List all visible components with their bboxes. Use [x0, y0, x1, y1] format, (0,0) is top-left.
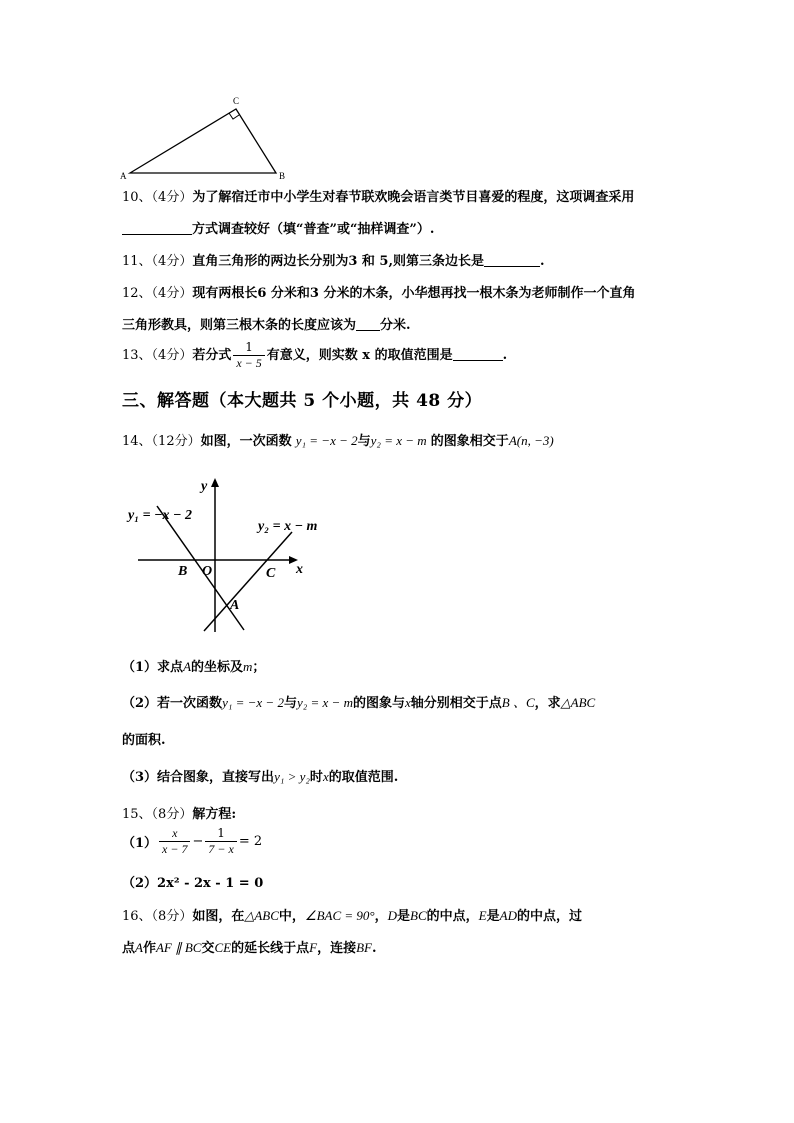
q16-segment-ce: CE [214, 940, 232, 955]
part-2-text: 若一次函数 [157, 696, 223, 711]
question-12-text: 现有两根长6 分米和3 分米的木条，小华想再找一根木条为老师制作一个直角 [192, 286, 636, 301]
triangle-shape [130, 109, 276, 173]
fraction-1-over-7-minus-x [205, 826, 236, 857]
question-13-end: . [502, 348, 508, 363]
answer-blank-13[interactable] [453, 347, 503, 361]
q16-text-12: ，连接 [317, 941, 357, 956]
graph-label-o: O [202, 564, 213, 579]
q16-text-10: 交 [201, 941, 215, 956]
question-13-number: 13、（4分） [122, 348, 193, 363]
question-10-line-1 [122, 186, 634, 205]
question-13-text-2: 有意义，则实数 x 的取值范围是 [266, 348, 453, 363]
part-2-eq1: y₁ = −x − 2 [222, 695, 284, 710]
q16-text-6: 是 [486, 909, 500, 924]
triangle-label-b: B [279, 171, 286, 181]
graph-line2-label: y₂ = x − m [258, 519, 318, 534]
question-14-text-3: 的图象相交于 [430, 434, 509, 449]
question-15-part-1 [122, 826, 262, 857]
question-14-number: 14、（12分） [122, 434, 201, 449]
question-11-number: 11、（4分） [122, 254, 193, 269]
part-2-text-3: 的图象与 [352, 696, 405, 711]
q16-end: . [372, 941, 377, 956]
part-3-inequality: y₁ > y₂ [274, 769, 310, 784]
q16-text-9: 作 [142, 941, 156, 956]
q15-part-number-1: （1） [122, 836, 158, 851]
fraction-numerator: x [159, 826, 190, 842]
fraction-numerator: 1 [233, 340, 264, 356]
question-12-line-2 [122, 314, 411, 333]
question-14-line [122, 430, 554, 449]
triangle-label-c: C [233, 96, 240, 106]
line-y2 [204, 532, 292, 631]
answer-blank-11[interactable] [484, 253, 540, 267]
section-3-title: 三、解答题（本大题共 5 个小题，共 48 分） [122, 391, 483, 411]
equation-y1: y₁ = −x − 2 [295, 433, 358, 448]
part-2-and: 与 [283, 696, 297, 711]
part-3-text-2: 时 [309, 770, 323, 785]
part-2-eq2: y₂ = x − m [296, 695, 353, 710]
question-14-part-2-line-1 [122, 692, 595, 711]
q16-text-7: 的中点，过 [516, 909, 582, 924]
question-16-line-1 [122, 905, 582, 924]
graph-label-c: C [266, 566, 276, 581]
point-a-coord: A(n, −3) [508, 433, 554, 448]
question-14-part-2-line-2 [122, 729, 166, 748]
question-14-and: 与 [357, 434, 371, 449]
q16-text-4: 是 [397, 909, 411, 924]
q16-angle: ∠BAC = 90° [304, 908, 375, 923]
equation-rhs: = 2 [238, 834, 263, 849]
part-2-end: 的面积. [122, 733, 166, 748]
part-1-end: ； [252, 660, 266, 675]
part-3-text: 结合图象，直接写出 [157, 770, 275, 785]
q16-text-1: 如图，在 [192, 909, 245, 924]
question-15-number: 15、（8分） [122, 807, 193, 822]
part-number-3: （3） [122, 770, 158, 785]
q16-triangle: △ABC [244, 908, 279, 923]
q16-point-a: A [135, 940, 143, 955]
q16-text-3: ， [374, 909, 388, 924]
q16-text-5: 的中点， [426, 909, 479, 924]
fraction-denominator: x − 7 [162, 842, 188, 856]
question-15-line [122, 803, 236, 822]
answer-blank-10[interactable] [122, 221, 192, 235]
q15-part-number-2: （2） [122, 876, 158, 891]
q16-parallel: AF ∥ BC [155, 940, 202, 955]
question-10-line-2 [122, 218, 434, 237]
question-12-end: 分米. [380, 318, 411, 333]
equation-y2: y₂ = x − m [370, 433, 427, 448]
question-11-end: . [540, 254, 545, 269]
question-16-line-2 [122, 937, 377, 956]
graph-x-label: x [296, 562, 303, 577]
question-11-text: 直角三角形的两边长分别为3 和 5,则第三条边长是 [192, 254, 484, 269]
part-3-end: 的取值范围. [328, 770, 399, 785]
q16-text-2: 中， [278, 909, 305, 924]
q16-segment-bf: BF [356, 940, 372, 955]
fraction-x-over-x-minus-7 [159, 826, 190, 857]
graph-y-label: y [201, 479, 208, 494]
question-14-part-1 [122, 656, 265, 675]
part-2-text-5: ，求 [534, 696, 561, 711]
part-1-var: m [243, 659, 253, 674]
linear-functions-graph [120, 474, 320, 636]
quadratic-equation: 2x² - 2x - 1 = 0 [157, 876, 264, 891]
question-13-line [122, 340, 507, 371]
part-1-text: 求点 [157, 660, 184, 675]
question-15-text: 解方程: [192, 807, 237, 822]
right-angle-mark [229, 113, 239, 119]
graph-line1-label: y₁ = −x − 2 [128, 508, 193, 523]
answer-blank-12[interactable] [356, 317, 380, 331]
y-axis-arrow [211, 478, 219, 487]
question-12-line-1 [122, 282, 635, 301]
part-number-1: （1） [122, 660, 158, 675]
graph-label-a: A [230, 598, 240, 613]
q16-point-d: D [387, 908, 398, 923]
part-number-2: （2） [122, 696, 158, 711]
question-10-number: 10、（4分） [122, 190, 193, 205]
question-16-number: 16、（8分） [122, 909, 193, 924]
part-2-text-4: 轴分别相交于点 [410, 696, 502, 711]
question-15-part-2 [122, 872, 263, 891]
part-2-triangle: △ABC [560, 695, 596, 710]
question-12-text-2: 三角形教具，则第三根木条的长度应该为 [122, 318, 357, 333]
question-14-part-3 [122, 766, 398, 785]
triangle-figure [116, 92, 296, 182]
part-2-var: x [404, 695, 411, 710]
fraction-denominator: 7 − x [208, 842, 234, 856]
q16-text-11: 的延长线于点 [231, 941, 310, 956]
part-1-point: A [183, 659, 192, 674]
q16-point-e: E [478, 908, 487, 923]
fraction-denominator: x − 5 [236, 356, 262, 370]
q16-segment-bc: BC [410, 908, 427, 923]
question-10-text-2: 方式调查较好（填“普查”或“抽样调查”）. [192, 222, 435, 237]
part-3-var: x [322, 769, 329, 784]
question-12-number: 12、（4分） [122, 286, 193, 301]
graph-label-b: B [178, 564, 188, 579]
question-10-text: 为了解宿迁市中小学生对春节联欢晚会语言类节目喜爱的程度，这项调查采用 [192, 190, 635, 205]
q16-text-8: 点 [122, 941, 136, 956]
question-11-line [122, 250, 545, 269]
triangle-label-a: A [120, 171, 127, 181]
fraction-numerator: 1 [205, 826, 236, 842]
question-14-text: 如图，一次函数 [200, 434, 292, 449]
question-13-text: 若分式 [192, 348, 232, 363]
part-1-text-2: 的坐标及 [191, 660, 244, 675]
minus-sign: − [192, 834, 204, 849]
fraction-1-over-x-minus-5 [233, 340, 264, 371]
q16-segment-ad: AD [499, 908, 517, 923]
part-2-points: B 、C [501, 695, 535, 710]
q16-point-f: F [309, 940, 318, 955]
